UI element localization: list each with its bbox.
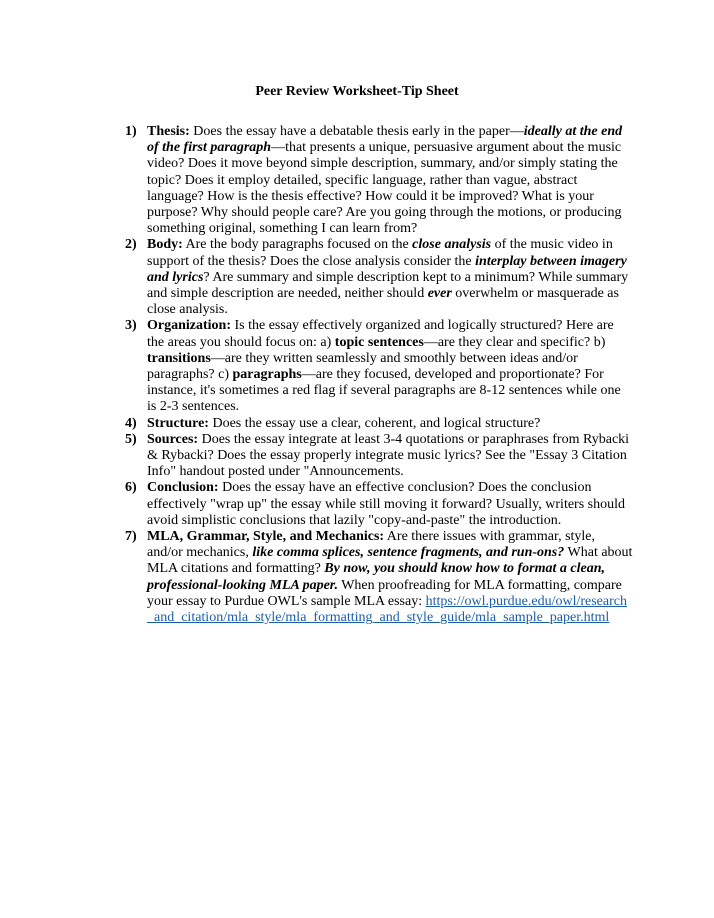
item-text: Does the essay have an effective conclusion? Does the conclusion effectively "wrap up" the essay while still moving it forward? Usually, writers should avoid simplistic conclusions that lazily "copy-and-paste" the introduction. (147, 480, 625, 528)
item-text: Does the essay integrate at least 3-4 quotations or paraphrases from Rybacki & Rybacki? Does the essay properly integrate music lyrics? See the "Essay 3 Citation Info" handout posted under "Announcements. (147, 431, 630, 480)
item-number: 5) (125, 431, 137, 447)
item-bold-term: transitions (147, 350, 211, 366)
item-heading: MLA, Grammar, Style, and Mechanics: (147, 529, 385, 545)
tip-list (125, 124, 633, 626)
list-item-organization (125, 318, 633, 415)
item-heading: Thesis: (147, 124, 190, 139)
item-heading: Conclusion: (147, 480, 219, 496)
item-number: 2) (125, 237, 137, 253)
item-emphasis: By now, you should know how to format a clean, professional-looking MLA paper. (147, 561, 605, 593)
item-text: Does the essay use a clear, coherent, and logical structure? (208, 415, 541, 431)
item-heading: Sources: (147, 431, 199, 447)
item-text: overwhelm or masquerade as close analysis. (147, 286, 619, 318)
list-item-conclusion (125, 480, 633, 529)
item-number: 7) (125, 529, 137, 545)
item-emphasis: ever (427, 286, 452, 302)
list-item-sources (125, 432, 633, 481)
list-item-thesis (125, 124, 633, 237)
list-item-mla (125, 529, 633, 626)
item-bold-term: paragraphs (232, 367, 302, 383)
item-number: 3) (125, 318, 137, 334)
item-number: 6) (125, 480, 137, 496)
item-number: 4) (125, 415, 137, 431)
item-text: When proofreading for MLA formatting, compare your essay to Purdue OWL's sample MLA essay: (147, 577, 622, 609)
item-emphasis: interplay between imagery and lyrics (147, 253, 627, 285)
page-title: Peer Review Worksheet-Tip Sheet (255, 84, 459, 99)
list-item-body (125, 237, 633, 318)
item-emphasis: close analysis (412, 237, 492, 253)
item-emphasis: like comma splices, sentence fragments, and run-ons? (252, 545, 565, 561)
item-text: What about MLA citations and formatting? (147, 545, 633, 577)
list-item-structure (125, 416, 633, 432)
item-text: Are the body paragraphs focused on the (182, 237, 413, 253)
item-heading: Body: (147, 237, 183, 253)
item-text: of the music video in support of the thesis? Does the close analysis consider the (147, 237, 613, 269)
item-text: —are they clear and specific? b) (423, 334, 606, 350)
purdue-owl-link[interactable]: https://owl.purdue.edu/owl/research_and_citation/mla_style/mla_formatting_and_style_guide/mla_sample_paper.html (147, 593, 627, 626)
item-number: 1) (125, 124, 137, 139)
item-text: Are there issues with grammar, style, and/or mechanics, (147, 529, 596, 561)
item-text: —are they focused, developed and proportionate? For instance, it's sometimes a red flag if several paragraphs are 8-12 sentences while one is 2-3 sentences. (147, 367, 621, 415)
item-text: —that presents a unique, persuasive argument about the music video? Does it move beyond simple description, summary, and/or simply stating the topic? Does it employ detailed, specific language, rather than vague, abstract language? How is the thesis effective? How could it be improved? What is your purpose? Why should people care? Are you going through the motions, or producing something original, something I can learn from? (147, 140, 622, 237)
item-text: —are they written seamlessly and smoothly between ideas and/or paragraphs? c) (147, 350, 578, 383)
item-bold-term: topic sentences (334, 334, 424, 350)
item-text: ? Are summary and simple description kept to a minimum? While summary and simple description are needed, neither should (147, 269, 629, 302)
item-heading: Organization: (147, 318, 231, 334)
item-text: Is the essay effectively organized and logically structured? Here are the areas you should focus on: a) (147, 318, 614, 350)
item-text: Does the essay have a debatable thesis early in the paper— (189, 124, 524, 139)
item-heading: Structure: (147, 415, 209, 431)
item-emphasis: ideally at the end of the first paragraph (147, 124, 623, 156)
